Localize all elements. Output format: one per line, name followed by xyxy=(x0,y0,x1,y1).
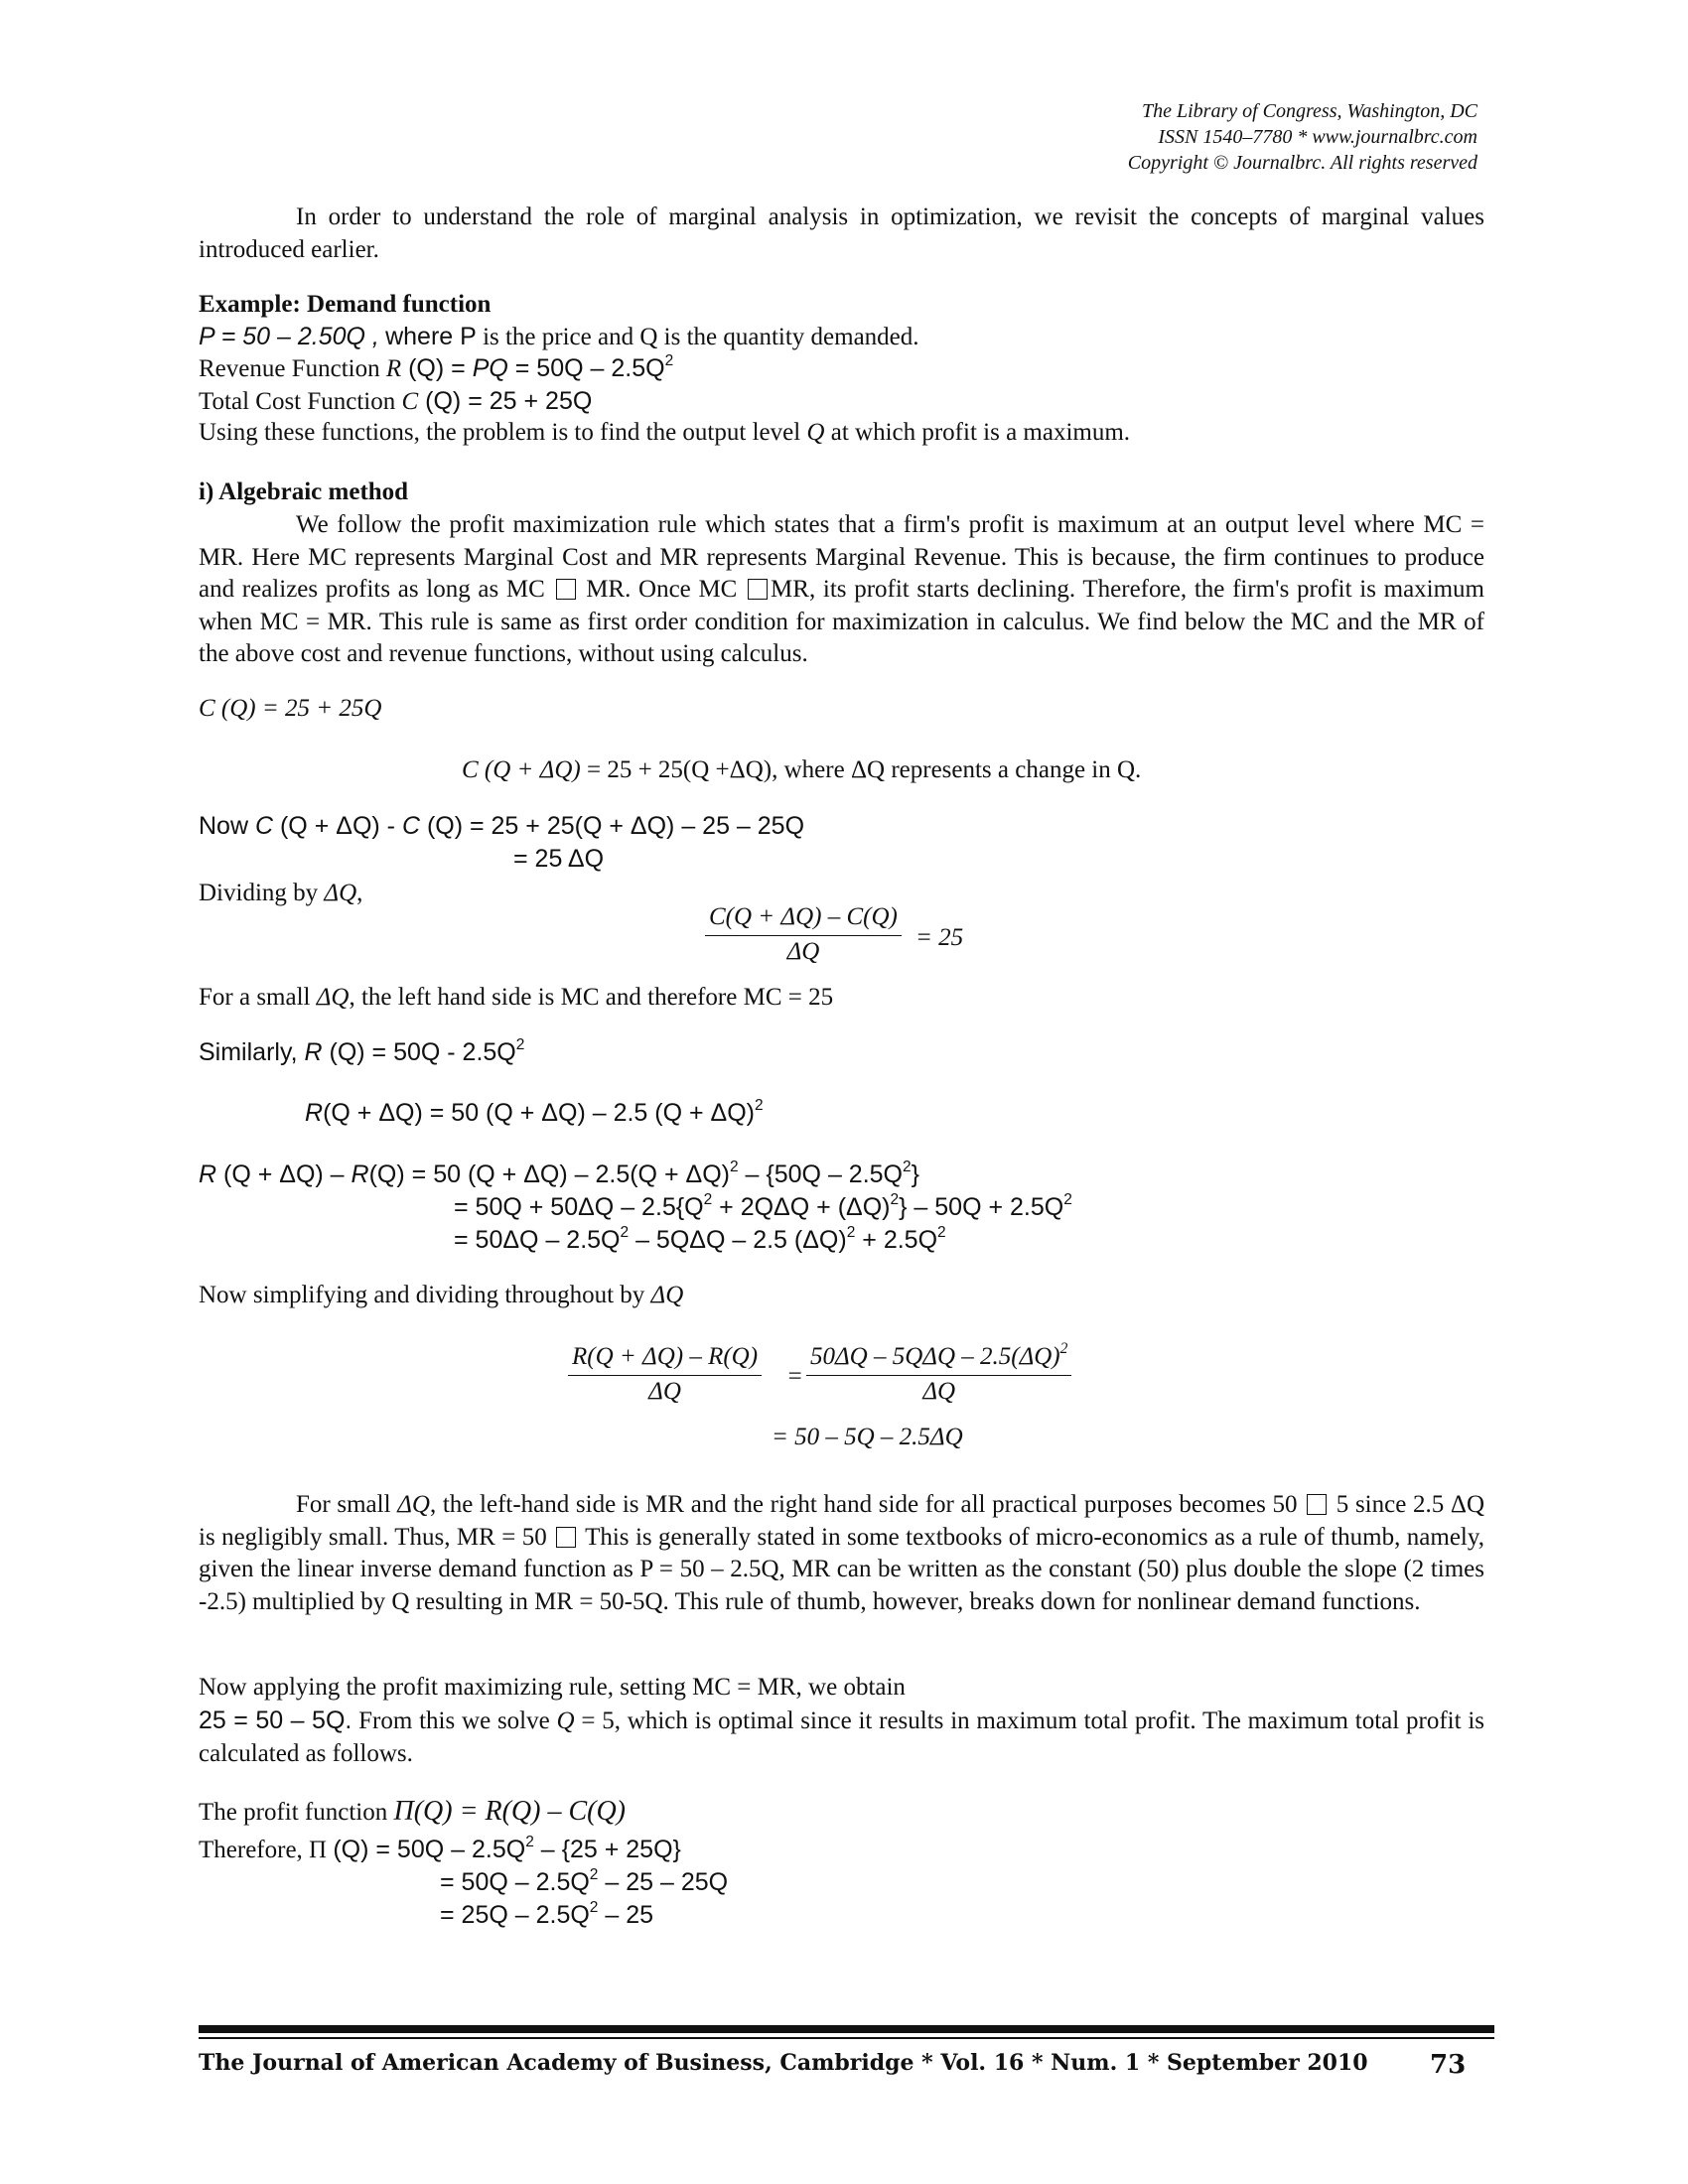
simplifying-line: Now simplifying and dividing throughout by ΔQ xyxy=(199,1282,684,1308)
cost-fn-line: C (Q) = 25 + 25Q xyxy=(199,695,382,722)
example-heading: Example: Demand function xyxy=(199,291,492,318)
header-line-1: The Library of Congress, Washington, DC xyxy=(1141,100,1477,122)
problem-statement: Using these functions, the problem is to find the output level Q at which profit is a maximum. xyxy=(199,419,1131,446)
footer-rule-thick xyxy=(199,2025,1494,2033)
mc-result-line: For a small ΔQ, the left hand side is MC and therefore MC = 25 xyxy=(199,984,834,1011)
dividing-line: Dividing by ΔQ, xyxy=(199,880,363,906)
profit-line-3: = $25Q - 2.5Q^2 - 25$ xyxy=(440,1899,654,1929)
revenue-fn-line: Similarly, R $(Q) = 50Q - 2.5Q^2$ xyxy=(199,1036,525,1066)
profit-line-2: = $50Q - 2.5Q^2 - 25 - 25Q$ xyxy=(440,1866,729,1896)
applying-paragraph: 25 = 50 – 5Q. From this we solve Q = 5, which is optimal since it results in maximum total profit. The maximum total profit is calculated as follows. xyxy=(199,1706,1484,1767)
cost-delta-line: C (Q + ΔQ) = 25 + 25(Q +ΔQ), where ΔQ represents a change in Q. xyxy=(462,756,1142,783)
cost-difference-result: = 25 ΔQ xyxy=(513,845,605,873)
revenue-delta-line: R(Q + ΔQ) = 50 (Q + ΔQ) – 2.5 $(Q + \Delta Q)^2$ xyxy=(305,1097,764,1127)
cost-fraction: $\frac{C(Q + \Delta Q) - C(Q)}{\Delta Q}$ xyxy=(705,903,902,966)
footer-rule-thin xyxy=(199,2037,1494,2039)
missing-symbol-box xyxy=(556,579,576,600)
intro-paragraph: In order to understand the role of marginal analysis in optimization, we revisit the concepts of marginal values introduced earlier. xyxy=(199,204,1484,263)
profit-line-1: Therefore, Π $(Q) = 50Q - 2.5Q^2 - \{25 + 25Q\}$ xyxy=(199,1834,681,1863)
revenue-fraction-lhs: $\frac{R(Q + \Delta Q) - R(Q)}{\Delta Q}$ xyxy=(568,1343,762,1406)
missing-symbol-box xyxy=(1307,1494,1327,1515)
missing-symbol-box xyxy=(748,579,768,600)
missing-symbol-box xyxy=(556,1527,576,1548)
cost-fraction-rhs: = 25 xyxy=(915,924,964,951)
revenue-difference-line-3: = $50\Delta Q - 2.5Q^2 - 5Q\Delta Q - 2.5$ $(\Delta Q)^2 + 2.5Q^2$ xyxy=(454,1224,946,1254)
profit-function-line: The profit function Π(Q) = R(Q) – C(Q) xyxy=(199,1796,626,1827)
cost-difference-line: Now C (Q + ΔQ) - C (Q) = 25 + 25(Q + ΔQ) – 25 – 25Q xyxy=(199,812,805,840)
revenue-difference-line-2: = $50Q + 50\Delta Q - 2.5\{Q^2 + 2Q\Delta Q + (\Delta Q)^2\} - 50Q + 2.5Q^2$ xyxy=(454,1191,1072,1221)
demand-equation: P = 50 – 2.50Q , where P is the price and Q is the quantity demanded. xyxy=(199,323,919,350)
revenue-function: Revenue Function R (Q) = PQ = $50Q - 2.5Q^2$ xyxy=(199,352,674,382)
footer-journal: The Journal of American Academy of Business, Cambridge * Vol. 16 * Num. 1 * September 2010 xyxy=(199,2050,1368,2076)
applying-line-1: Now applying the profit maximizing rule, setting MC = MR, we obtain xyxy=(199,1674,906,1701)
revenue-fraction-equals: = xyxy=(786,1363,803,1390)
revenue-fraction-rhs: $50\Delta Q - 5Q\Delta Q - 2.5(\Delta Q)^2$ ΔQ xyxy=(806,1343,1071,1406)
header-line-3: Copyright © Journalbrc. All rights reserved xyxy=(1127,152,1477,174)
algebraic-paragraph: We follow the profit maximization rule which states that a firm's profit is maximum at an output level where MC = MR. Here MC represents Marginal Cost and MR represents Marginal Revenue. This is because, the firm continues to produce and realizes profits as long as MC MR. Once MC MR, its profit starts declining. Therefore, the firm's profit is maximum when MC = MR. This rule is same as first order condition for maximization in calculus. We find below the MC and the MR of the above cost and revenue functions, without using calculus. xyxy=(199,511,1484,667)
page-number: 73 xyxy=(1430,2050,1467,2080)
revenue-difference-line-1: R (Q + ΔQ) – R(Q) = 50 $(Q + \Delta Q) - 2.5(Q + \Delta Q)^2 - \{50Q - 2.5Q^2\}$ xyxy=(199,1159,919,1188)
mr-result-line: = 50 – 5Q – 2.5ΔQ xyxy=(772,1424,963,1450)
cost-function: Total Cost Function C (Q) = 25 + 25Q xyxy=(199,387,593,415)
header-line-2: ISSN 1540–7780 * www.journalbrc.com xyxy=(1158,126,1477,148)
rule-of-thumb-paragraph: For small ΔQ, the left-hand side is MR and the right hand side for all practical purposes becomes 50 5 since 2.5 ΔQ is negligibly small. Thus, MR = 50 This is generally stated in some textbooks of micro-economics as a rule of thumb, namely, given the linear inverse demand function as P = 50 – 2.5Q, MR can be written as the constant (50) plus double the slope (2 times -2.5) multiplied by Q resulting in MR = 50-5Q. This rule of thumb, however, breaks down for nonlinear demand functions. xyxy=(199,1491,1484,1615)
algebraic-heading: i) Algebraic method xyxy=(199,478,409,505)
